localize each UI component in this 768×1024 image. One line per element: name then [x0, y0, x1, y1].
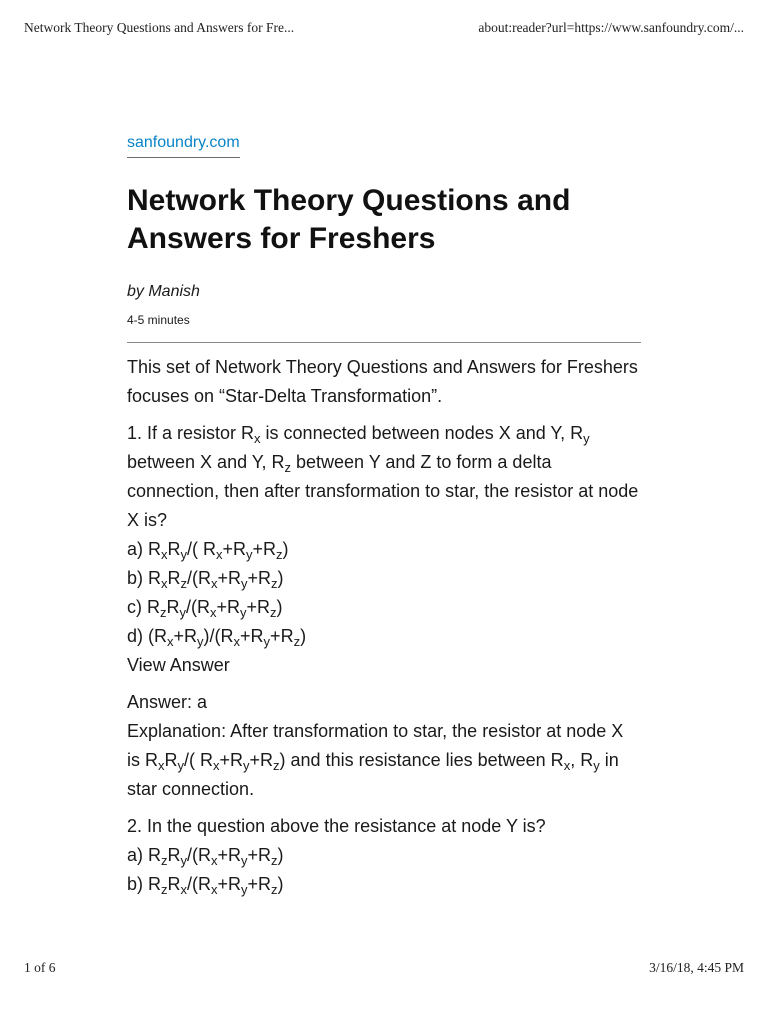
print-timestamp: 3/16/18, 4:45 PM: [649, 960, 744, 975]
q1-option-a: a) $R_xR_y/$( $R_x+R_y+R_z$): [127, 539, 289, 562]
print-header-title: Network Theory Questions and Answers for Fre...: [24, 20, 295, 35]
article-content: [127, 353, 641, 899]
answer-1: [127, 688, 641, 804]
q2-option-a: a) $R_zR_y/(R_x+R_y+R_z)$: [127, 845, 284, 868]
q1-option-b: b) $R_xR_z/(R_x+R_y+R_z)$: [127, 568, 284, 591]
print-header: [24, 20, 744, 40]
answer-1-label: Answer: a: [127, 692, 208, 712]
header-divider: [127, 342, 641, 343]
intro-paragraph: This set of Network Theory Questions and Answers for Freshers focuses on “Star-Delta Transformation”.: [127, 357, 638, 406]
view-answer-link[interactable]: View Answer: [127, 655, 230, 675]
q1-option-c: c) $R_zR_y/(R_x+R_y+R_z)$: [127, 597, 283, 620]
article-byline: by Manish: [127, 283, 200, 300]
q2-option-b: b) $R_zR_x/(R_x+R_y+R_z)$: [127, 874, 284, 897]
print-footer: [24, 960, 744, 980]
q1-text: 1. If a resistor $R_x$ is connected between nodes X and Y, $R_y$ between X and Y, $R_z$ between Y and Z to form a delta connection, then after transformation to star, the resistor at node X is?: [127, 423, 639, 530]
question-2: [127, 812, 641, 899]
question-1: [127, 419, 641, 680]
answer-1-explanation: Explanation: After transformation to star, the resistor at node X is $R_xR_y/$( $R_x+R_y+R_z$) and this resistance lies between $R_x$, $R_y$ in star connection.: [127, 721, 624, 799]
q1-option-d: d) $(R_x+R_y)/(R_x+R_y+R_z)$: [127, 626, 307, 649]
reading-time: 4-5 minutes: [127, 313, 190, 327]
source-domain-link[interactable]: sanfoundry.com: [127, 133, 240, 158]
article-title: Network Theory Questions and Answers for Freshers: [127, 184, 571, 255]
q2-text: 2. In the question above the resistance at node Y is?: [127, 816, 546, 836]
page-count: 1 of 6: [24, 960, 56, 975]
print-header-url: about:reader?url=https://www.sanfoundry.com/...: [478, 20, 744, 35]
reader-article: [127, 133, 641, 907]
